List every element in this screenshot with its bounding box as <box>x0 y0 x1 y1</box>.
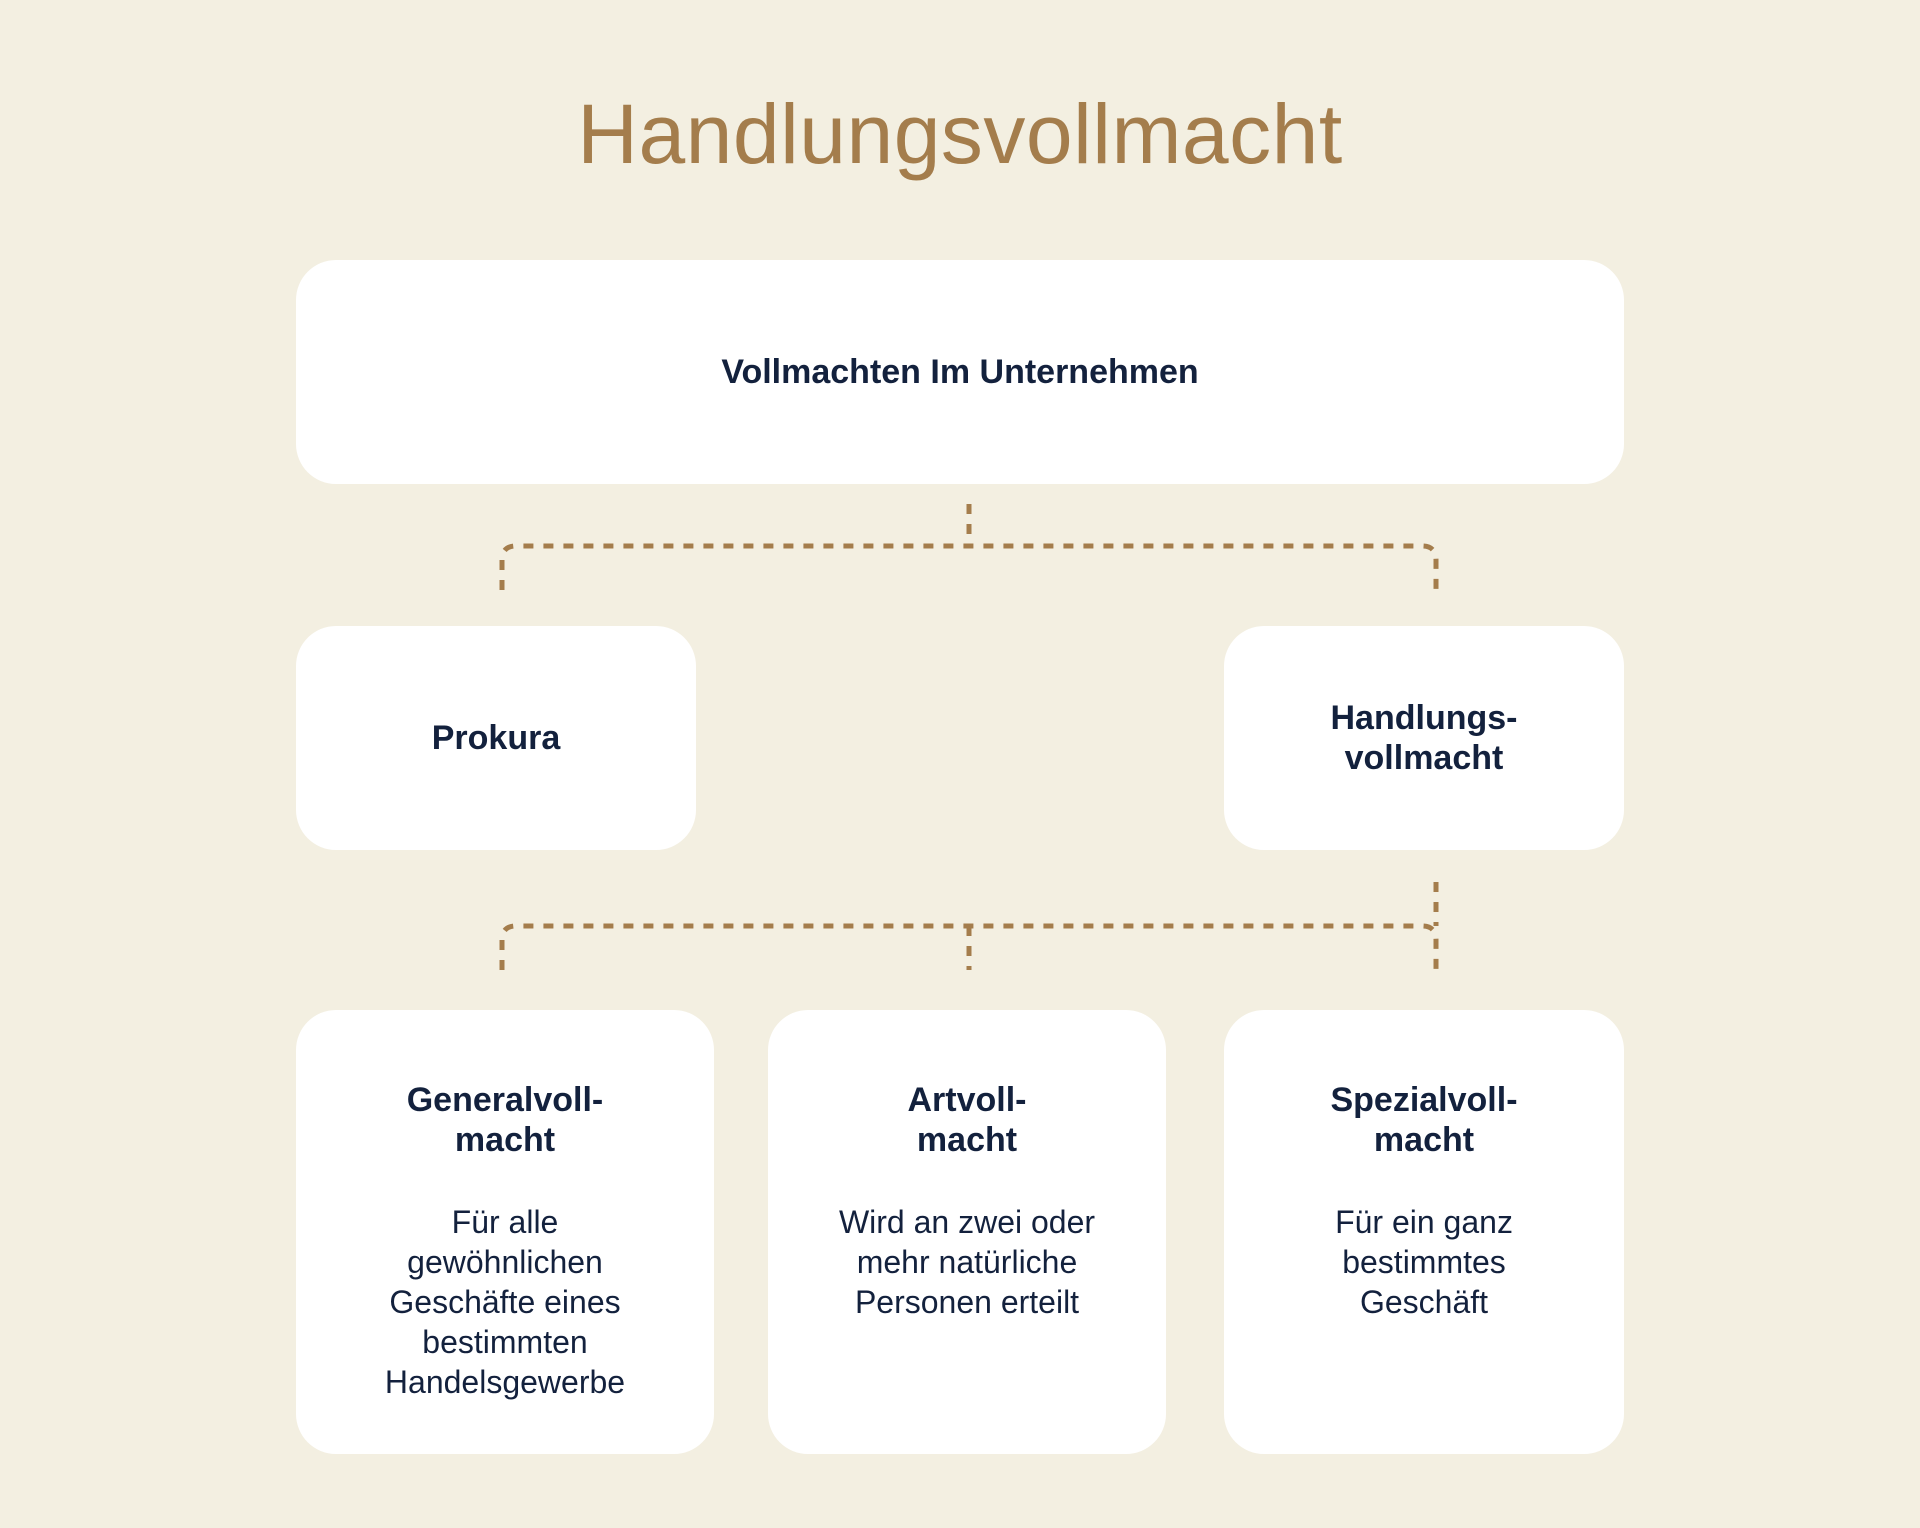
handlungsvollmacht-node-box <box>1224 626 1624 850</box>
artvollmacht-node-box <box>768 1010 1166 1454</box>
artvollmacht-node-label: Artvoll- macht <box>907 1081 1027 1159</box>
generalvollmacht-node-box <box>296 1010 714 1454</box>
root-node-box <box>296 260 1624 484</box>
artvollmacht-node-description: Wird an zwei oder mehr natürliche Personen erteilt <box>838 1204 1096 1320</box>
generalvollmacht-node-label: Generalvoll- macht <box>406 1081 604 1159</box>
prokura-node-box <box>296 626 696 850</box>
diagram-title: Handlungsvollmacht <box>577 87 1343 181</box>
prokura-node-label: Prokura <box>431 719 561 757</box>
generalvollmacht-node-description: Für alle gewöhnlichen Geschäfte eines bestimmten Handelsgewerbe <box>384 1204 626 1400</box>
spezialvollmacht-node-box <box>1224 1010 1624 1454</box>
connector-level2-bar <box>502 546 1436 590</box>
spezialvollmacht-node-label: Spezialvoll- macht <box>1330 1081 1518 1159</box>
handlungsvollmacht-node-label: Handlungs- vollmacht <box>1330 699 1518 777</box>
root-node-label: Vollmachten Im Unternehmen <box>721 353 1199 391</box>
spezialvollmacht-node-description: Für ein ganz bestimmtes Geschäft <box>1335 1204 1513 1320</box>
